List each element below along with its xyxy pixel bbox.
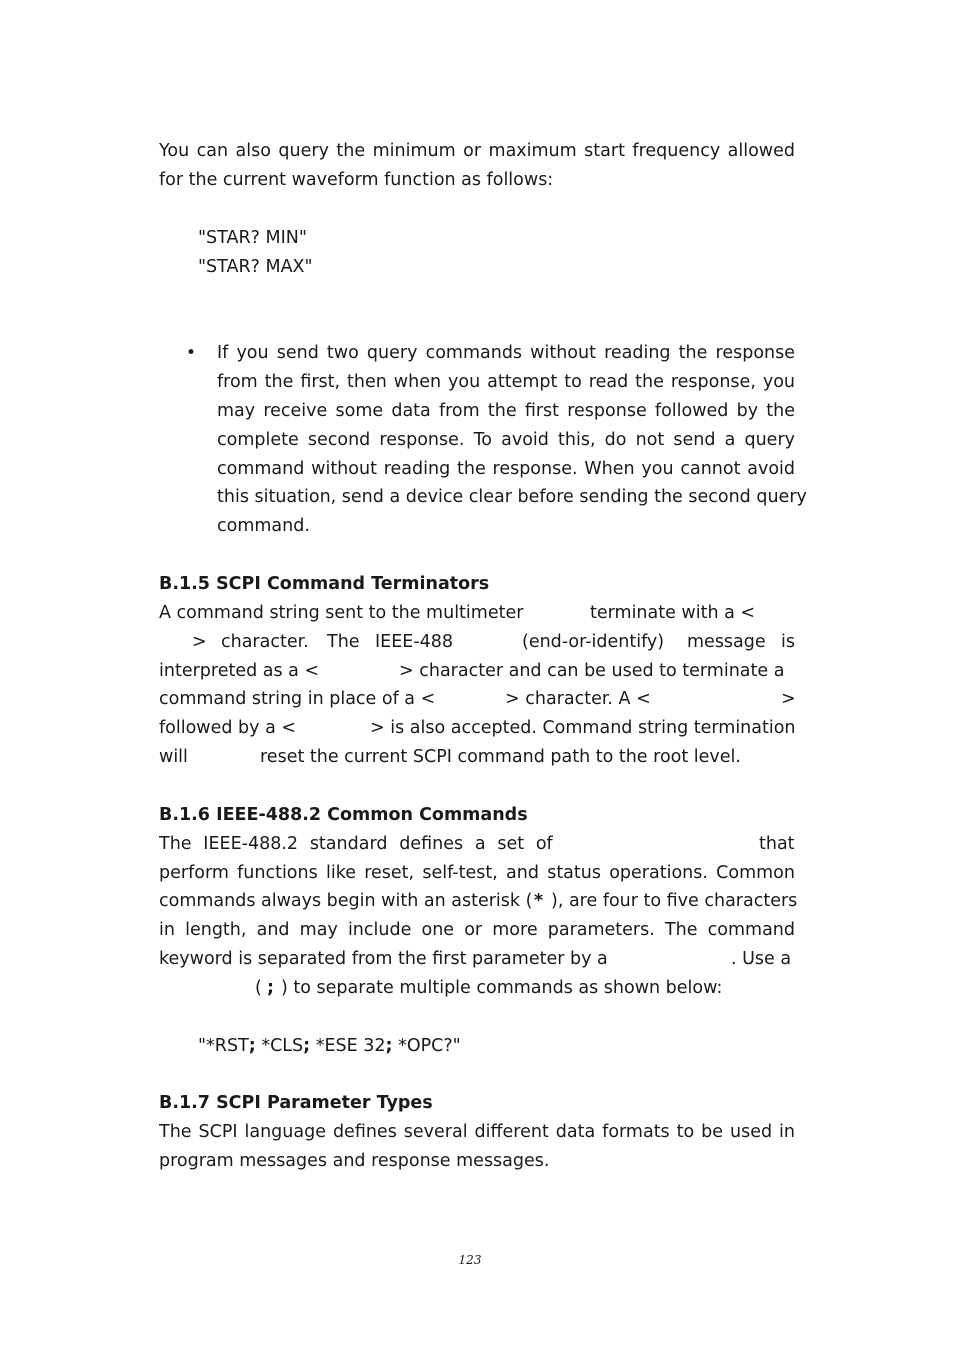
note-line-5: command without reading the response. When you cannot avoid xyxy=(217,459,795,479)
b15-text-9: is xyxy=(781,632,795,652)
b15-text-3: > xyxy=(192,632,207,652)
example-part: *ESE 32 xyxy=(310,1036,386,1056)
b16-text-10: ) to separate multiple commands as shown below: xyxy=(281,978,723,998)
b15-text-4: character. xyxy=(221,632,309,652)
query-example-min: "STAR? MIN" xyxy=(198,228,307,248)
b15-text-14: > xyxy=(781,689,796,709)
b15-text-18: reset the current SCPI command path to the root level. xyxy=(260,747,741,767)
asterisk-symbol: * xyxy=(534,891,544,911)
b15-text-1: A command string sent to the multimeter xyxy=(159,603,524,623)
note-line-6: this situation, send a device clear before sending the second query xyxy=(217,487,807,507)
b16-text-4: commands always begin with an asterisk ( xyxy=(159,891,533,911)
b15-text-16: > is also accepted. Command string termination xyxy=(370,718,796,738)
heading-b17: B.1.7 SCPI Parameter Types xyxy=(159,1093,433,1113)
heading-b15: B.1.5 SCPI Command Terminators xyxy=(159,574,490,594)
note-line-7: command. xyxy=(217,516,310,536)
note-line-1: If you send two query commands without reading the response xyxy=(217,343,795,363)
b17-line-2: program messages and response messages. xyxy=(159,1151,550,1171)
example-part: *CLS xyxy=(255,1036,304,1056)
separator-semicolon: ; xyxy=(385,1036,393,1056)
b15-text-13: > character. A < xyxy=(505,689,651,709)
b15-text-11: > character and can be used to terminate a xyxy=(399,661,785,681)
b16-text-2: that xyxy=(759,834,795,854)
note-line-2: from the first, then when you attempt to read the response, you xyxy=(217,372,795,392)
b16-text-6: in length, and may include one or more parameters. The command xyxy=(159,920,795,940)
b15-text-12: command string in place of a < xyxy=(159,689,436,709)
semicolon-symbol: ; xyxy=(267,978,274,998)
note-line-4: complete second response. To avoid this, do not send a query xyxy=(217,430,795,450)
note-line-3: may receive some data from the first response followed by the xyxy=(217,401,795,421)
query-example-max: "STAR? MAX" xyxy=(198,257,313,277)
b15-text-15: followed by a < xyxy=(159,718,297,738)
separator-semicolon: ; xyxy=(303,1036,311,1056)
note-bullet: • xyxy=(186,343,197,363)
intro-line-1: You can also query the minimum or maximum start frequency allowed xyxy=(159,141,795,161)
b17-line-1: The SCPI language defines several different data formats to be used in xyxy=(159,1122,795,1142)
b15-text-2: terminate with a < xyxy=(590,603,756,623)
b16-text-1: The IEEE-488.2 standard defines a set of xyxy=(159,834,553,854)
b15-text-5: The xyxy=(327,632,360,652)
heading-b16: B.1.6 IEEE-488.2 Common Commands xyxy=(159,805,528,825)
b15-text-10: interpreted as a < xyxy=(159,661,320,681)
example-part: "*RST xyxy=(198,1036,249,1056)
separator-semicolon: ; xyxy=(248,1036,256,1056)
b15-text-8: message xyxy=(687,632,766,652)
b16-text-5: ), are four to five characters xyxy=(551,891,798,911)
b15-text-17: will xyxy=(159,747,188,767)
example-part: *OPC?" xyxy=(392,1036,461,1056)
b16-text-8: . Use a xyxy=(731,949,792,969)
b16-text-9: ( xyxy=(255,978,262,998)
b15-text-6: IEEE-488 xyxy=(375,632,454,652)
b16-text-3: perform functions like reset, self-test, and status operations. Common xyxy=(159,863,795,883)
intro-line-2: for the current waveform function as follows: xyxy=(159,170,554,190)
b16-text-7: keyword is separated from the first parameter by a xyxy=(159,949,608,969)
common-commands-example xyxy=(198,1036,461,1056)
b15-text-7: (end-or-identify) xyxy=(522,632,665,652)
page-number: 123 xyxy=(458,1253,482,1267)
